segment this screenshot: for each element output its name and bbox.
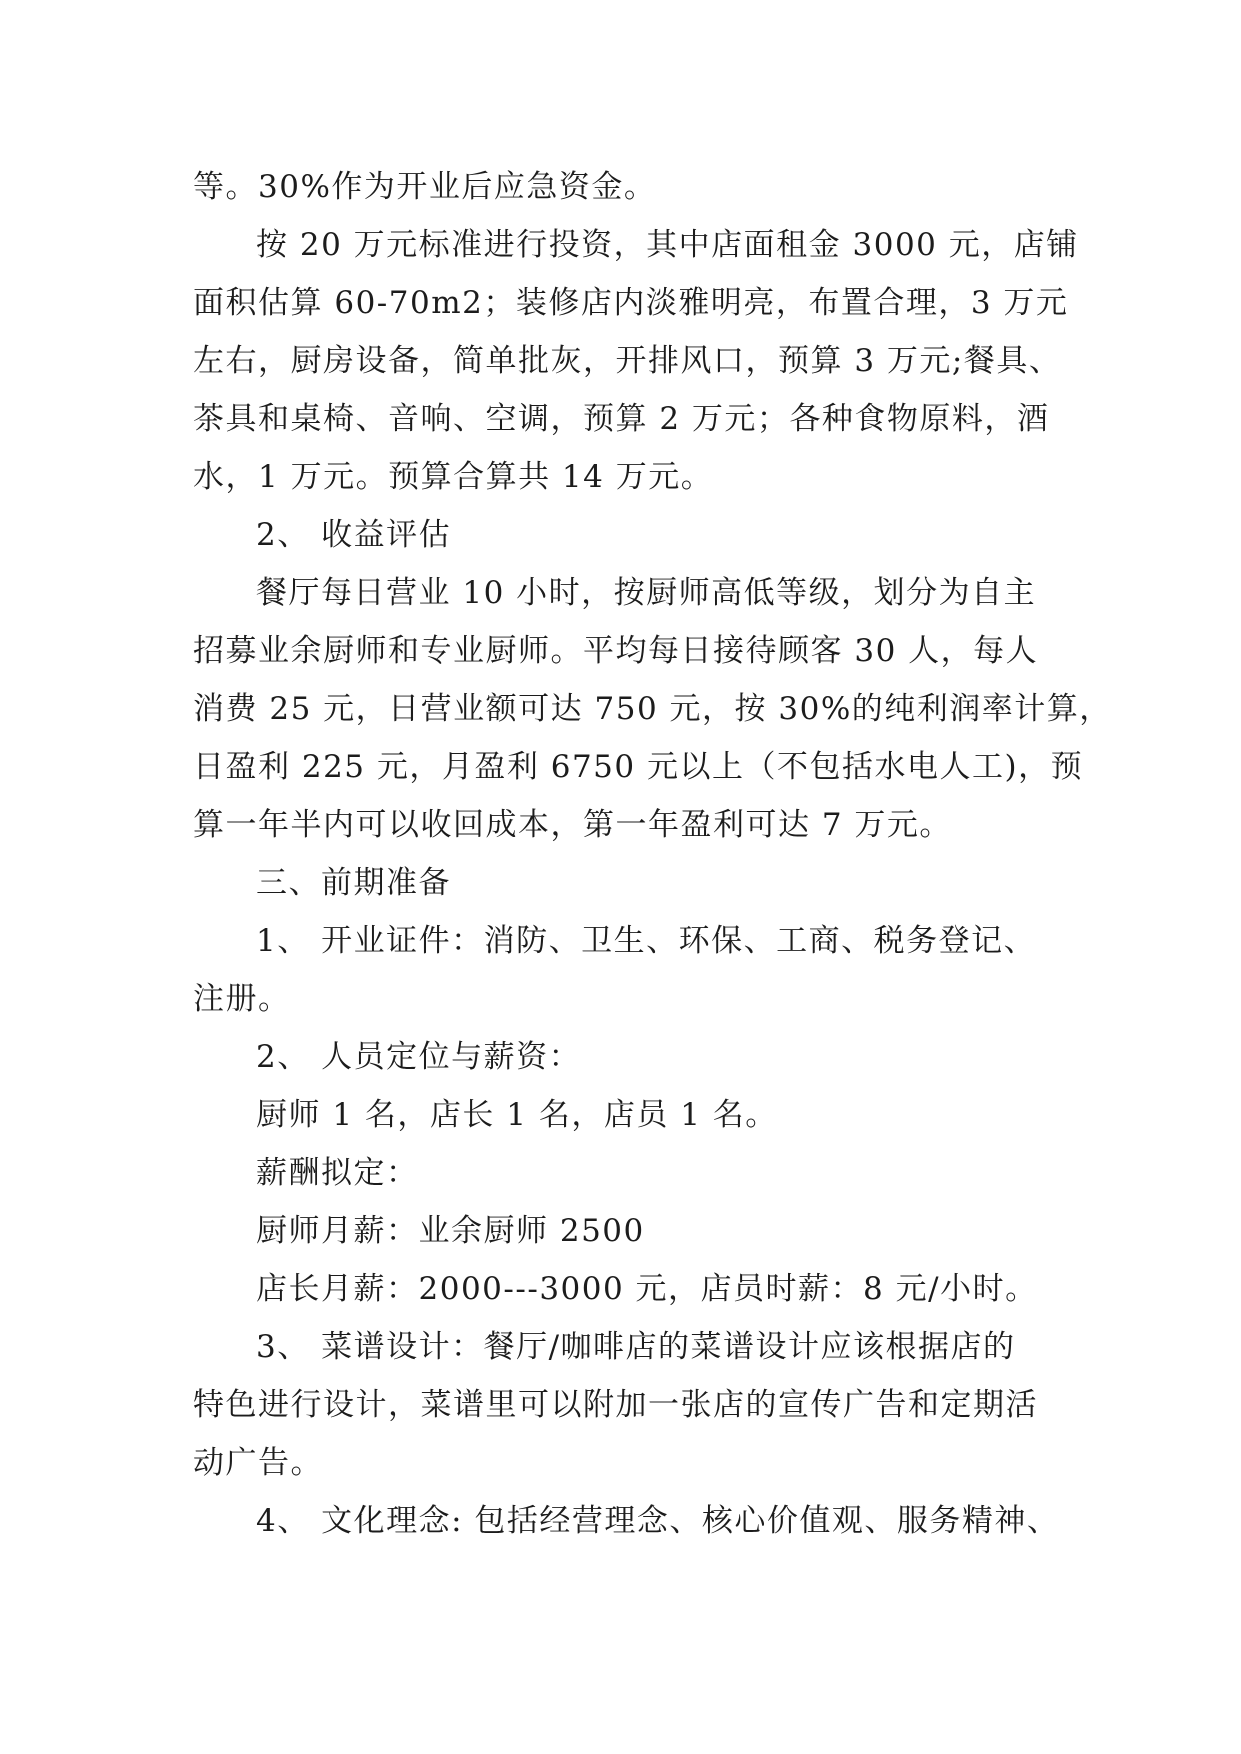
text-line: 日盈利 225 元，月盈利 6750 元以上（不包括水电人工)，预: [193, 749, 1084, 785]
text-line: 茶具和桌椅、音响、空调，预算 2 万元；各种食物原料，酒: [193, 401, 1050, 437]
section-heading: 2、 收益评估: [256, 517, 452, 553]
text-line: 算一年半内可以收回成本，第一年盈利可达 7 万元。: [193, 807, 952, 843]
text-line: 水，1 万元。预算合算共 14 万元。: [193, 459, 714, 495]
text-line: 消费 25 元，日营业额可达 750 元，按 30%的纯利润率计算，: [193, 691, 1112, 727]
text-line: 动广告。: [193, 1445, 323, 1481]
text-line: 等。30%作为开业后应急资金。: [193, 169, 657, 205]
text-line: 店长月薪：2000---3000 元，店员时薪：8 元/小时。: [256, 1271, 1038, 1307]
text-line: 厨师月薪：业余厨师 2500: [256, 1213, 645, 1249]
text-line: 特色进行设计，菜谱里可以附加一张店的宣传广告和定期活: [193, 1387, 1038, 1423]
text-line: 注册。: [193, 981, 291, 1017]
section-heading: 三、前期准备: [256, 865, 451, 901]
text-line: 薪酬拟定：: [256, 1155, 419, 1191]
text-line: 2、 人员定位与薪资：: [256, 1039, 582, 1075]
text-line: 餐厅每日营业 10 小时，按厨师高低等级，划分为自主: [256, 575, 1037, 611]
text-line: 3、 菜谱设计：餐厅/咖啡店的菜谱设计应该根据店的: [256, 1329, 1016, 1365]
text-line: 4、 文化理念: 包括经营理念、核心价值观、服务精神、: [256, 1503, 1060, 1539]
body-text: [193, 158, 1112, 1550]
text-line: 面积估算 60-70m2；装修店内淡雅明亮，布置合理，3 万元: [193, 285, 1069, 321]
text-line: 厨师 1 名，店长 1 名，店员 1 名。: [256, 1097, 778, 1133]
text-line: 左右，厨房设备，简单批灰，开排风口，预算 3 万元;餐具、: [193, 343, 1062, 379]
text-line: 按 20 万元标准进行投资，其中店面租金 3000 元，店铺: [256, 227, 1079, 263]
text-line: 招募业余厨师和专业厨师。平均每日接待顾客 30 人，每人: [193, 633, 1039, 669]
text-line: 1、 开业证件：消防、卫生、环保、工商、税务登记、: [256, 923, 1037, 959]
